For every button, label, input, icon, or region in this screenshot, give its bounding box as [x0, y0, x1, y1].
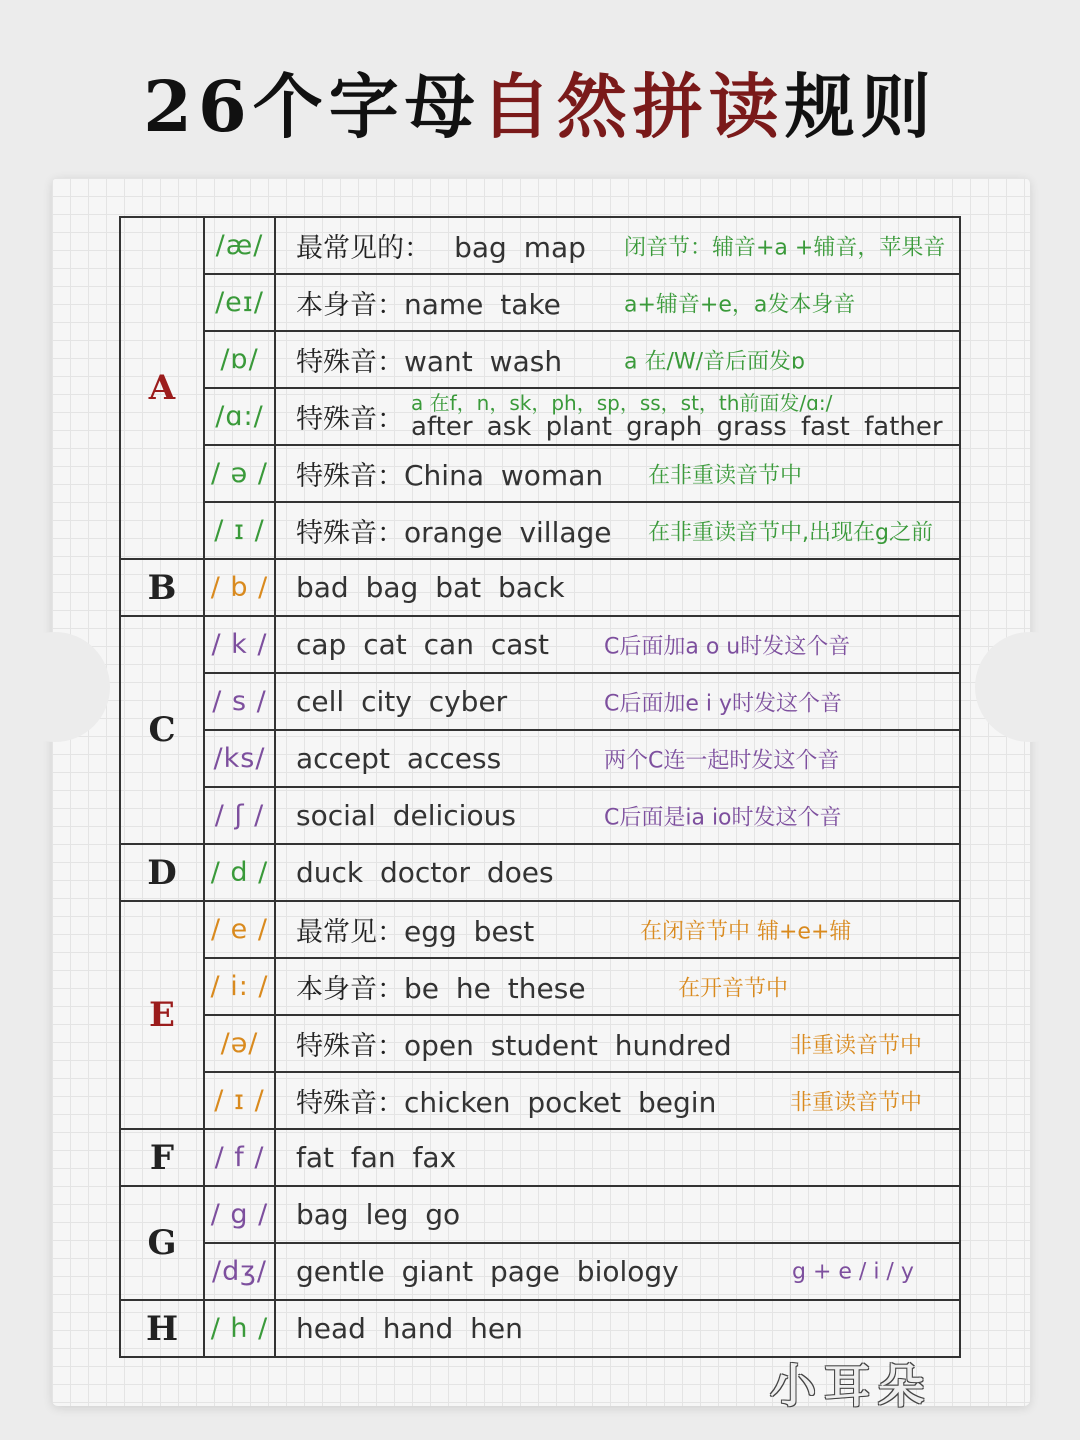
example-b	[275, 559, 960, 616]
example-a-6	[275, 502, 960, 559]
words-e-3: open student hundred	[404, 1029, 732, 1062]
ipa-e-2: / i: /	[204, 958, 275, 1015]
letter-c: C	[120, 616, 204, 844]
example-a-4	[275, 388, 960, 445]
example-f	[275, 1129, 960, 1186]
note-a-1: 闭音节：辅音+a +辅音，苹果音	[624, 235, 946, 260]
letter-e: E	[120, 901, 204, 1129]
ipa-a-4: /ɑ:/	[204, 388, 275, 445]
ipa-f: / f /	[204, 1129, 275, 1186]
prefix-a-2: 本身音：	[296, 290, 404, 321]
letter-f: F	[120, 1129, 204, 1186]
words-c-4: social delicious	[296, 799, 516, 832]
example-c-3	[275, 730, 960, 787]
example-g-1	[275, 1186, 960, 1243]
prefix-a-5: 特殊音：	[296, 461, 404, 492]
table-row	[120, 958, 960, 1015]
letter-b: B	[120, 559, 204, 616]
ipa-b: / b /	[204, 559, 275, 616]
words-b: bad bag bat back	[296, 571, 565, 604]
prefix-a-6: 特殊音：	[296, 518, 404, 549]
words-a-2: name take	[404, 288, 561, 321]
phonics-table	[119, 216, 961, 1358]
ipa-c-4: / ʃ /	[204, 787, 275, 844]
prefix-e-3: 特殊音：	[296, 1031, 404, 1062]
words-d: duck doctor does	[296, 856, 554, 889]
table-row	[120, 1072, 960, 1129]
table-row	[120, 388, 960, 445]
table-row	[120, 901, 960, 958]
table-row	[120, 331, 960, 388]
table-row	[120, 445, 960, 502]
letter-d: D	[120, 844, 204, 901]
table-row	[120, 559, 960, 616]
ipa-g-2: /dʒ/	[204, 1243, 275, 1300]
note-g-2: g + e / i / y	[792, 1259, 914, 1284]
example-g-2	[275, 1243, 960, 1300]
watermark: 小耳朵	[770, 1359, 932, 1413]
example-d	[275, 844, 960, 901]
letter-h: H	[120, 1300, 204, 1357]
title-part-3: 规则	[784, 65, 937, 148]
letter-a: A	[120, 217, 204, 559]
ipa-a-6: / ɪ /	[204, 502, 275, 559]
prefix-e-1: 最常见：	[296, 917, 404, 948]
ipa-a-3: /ɒ/	[204, 331, 275, 388]
prefix-a-4: 特殊音：	[296, 404, 404, 435]
words-e-2: be he these	[404, 972, 586, 1005]
title-part-2: 自然拼读	[480, 65, 785, 148]
prefix-e-2: 本身音：	[296, 974, 404, 1005]
letter-g: G	[120, 1186, 204, 1300]
ipa-e-4: / ɪ /	[204, 1072, 275, 1129]
ipa-a-2: /eɪ/	[204, 274, 275, 331]
words-f: fat fan fax	[296, 1141, 457, 1174]
words-c-3: accept access	[296, 742, 502, 775]
words-g-2: gentle giant page biology	[296, 1255, 679, 1288]
note-c-1: C后面加a o u时发这个音	[604, 634, 851, 659]
note-e-1: 在闭音节中 辅+e+辅	[640, 919, 852, 944]
table-row	[120, 1129, 960, 1186]
words-e-1: egg best	[404, 915, 535, 948]
table-row	[120, 274, 960, 331]
note-a-6: 在非重读音节中,出现在g之前	[648, 520, 933, 545]
words-c-2: cell city cyber	[296, 685, 508, 718]
example-e-2	[275, 958, 960, 1015]
example-c-4	[275, 787, 960, 844]
note-e-4: 非重读音节中	[790, 1090, 923, 1115]
prefix-a-3: 特殊音：	[296, 347, 404, 378]
ipa-e-1: / e /	[204, 901, 275, 958]
stacked-text-a-4	[411, 391, 943, 442]
note-e-2: 在开音节中	[678, 976, 789, 1001]
page-title	[0, 62, 1080, 152]
example-a-2	[275, 274, 960, 331]
note-a-4: a 在f，n，sk，ph，sp，ss，st，th前面发/ɑ:/	[411, 391, 833, 415]
example-e-4	[275, 1072, 960, 1129]
ipa-g-1: / g /	[204, 1186, 275, 1243]
example-c-2	[275, 673, 960, 730]
example-a-3	[275, 331, 960, 388]
card-notch-left	[0, 632, 110, 742]
example-e-1	[275, 901, 960, 958]
note-e-3: 非重读音节中	[790, 1033, 923, 1058]
table-row	[120, 844, 960, 901]
ipa-a-1: /æ/	[204, 217, 275, 274]
note-a-2: a+辅音+e，a发本身音	[624, 292, 856, 317]
words-a-3: want wash	[404, 345, 563, 378]
card-notch-right	[975, 632, 1080, 742]
words-a-5: China woman	[404, 459, 604, 492]
table-row	[120, 787, 960, 844]
ipa-d: / d /	[204, 844, 275, 901]
example-e-3	[275, 1015, 960, 1072]
words-a-4: after ask plant graph grass fast father	[411, 412, 943, 442]
ipa-e-3: /ə/	[204, 1015, 275, 1072]
words-a-1: bag map	[454, 231, 586, 264]
example-a-1	[275, 217, 960, 274]
prefix-e-4: 特殊音：	[296, 1088, 404, 1119]
table-row	[120, 1243, 960, 1300]
prefix-a-1: 最常见的：	[296, 233, 431, 264]
table-row	[120, 673, 960, 730]
ipa-a-5: / ə /	[204, 445, 275, 502]
table-row	[120, 730, 960, 787]
words-a-6: orange village	[404, 516, 612, 549]
ipa-c-1: / k /	[204, 616, 275, 673]
note-c-2: C后面加e i y时发这个音	[604, 691, 843, 716]
words-g-1: bag leg go	[296, 1198, 461, 1231]
note-c-3: 两个C连一起时发这个音	[604, 748, 840, 773]
note-c-4: C后面是ia io时发这个音	[604, 805, 842, 830]
example-c-1	[275, 616, 960, 673]
words-c-1: cap cat can cast	[296, 628, 549, 661]
table-row	[120, 1015, 960, 1072]
ipa-h: / h /	[204, 1300, 275, 1357]
table-row	[120, 1186, 960, 1243]
table-row	[120, 502, 960, 559]
ipa-c-2: / s /	[204, 673, 275, 730]
ipa-c-3: /ks/	[204, 730, 275, 787]
table-row	[120, 217, 960, 274]
table-row	[120, 616, 960, 673]
title-part-1: 26个字母	[143, 65, 481, 148]
words-e-4: chicken pocket begin	[404, 1086, 717, 1119]
note-a-3: a 在/W/音后面发ɒ	[624, 349, 806, 374]
note-a-5: 在非重读音节中	[648, 463, 803, 488]
example-a-5	[275, 445, 960, 502]
words-h: head hand hen	[296, 1312, 523, 1345]
example-h	[275, 1300, 960, 1357]
table-row	[120, 1300, 960, 1357]
